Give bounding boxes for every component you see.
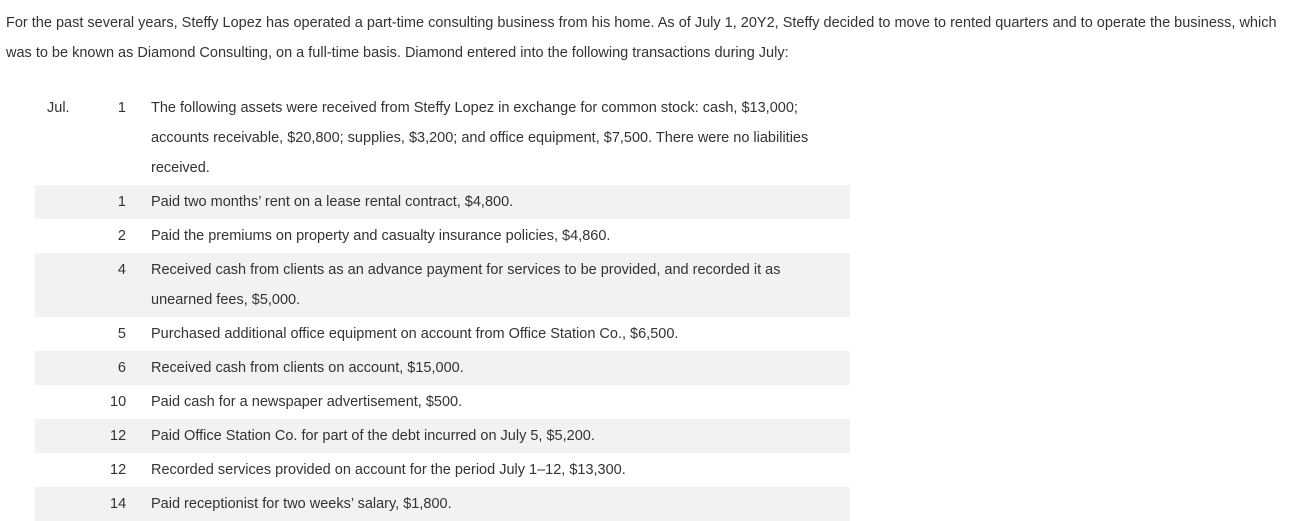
month-cell bbox=[35, 253, 110, 257]
transaction-day: 5 bbox=[117, 326, 126, 342]
transaction-day: 14 bbox=[110, 496, 127, 512]
month-cell bbox=[35, 453, 110, 457]
transaction-row bbox=[35, 219, 850, 253]
month-cell bbox=[35, 419, 110, 423]
transaction-description: Recorded services provided on account for the period July 1–12, $13,300. bbox=[151, 462, 626, 478]
transaction-description: Paid cash for a newspaper advertisement, $500. bbox=[151, 394, 463, 410]
transaction-description: Paid receptionist for two weeks’ salary, $1,800. bbox=[151, 496, 452, 512]
transaction-row bbox=[35, 453, 850, 487]
transactions-table bbox=[35, 91, 850, 521]
transaction-row bbox=[35, 91, 850, 185]
month-cell bbox=[35, 185, 110, 189]
transaction-row bbox=[35, 487, 850, 521]
transaction-description: Received cash from clients as an advance payment for services to be provided, and recorded it as unearned fees, $5,000. bbox=[151, 262, 781, 308]
transaction-description: Paid Office Station Co. for part of the debt incurred on July 5, $5,200. bbox=[151, 428, 595, 444]
month-cell bbox=[35, 219, 110, 223]
transaction-day: 4 bbox=[117, 262, 126, 278]
month-cell bbox=[35, 385, 110, 389]
transaction-day: 6 bbox=[117, 360, 126, 376]
transaction-row bbox=[35, 185, 850, 219]
transaction-day: 12 bbox=[110, 428, 127, 444]
transaction-description: Paid the premiums on property and casualty insurance policies, $4,860. bbox=[151, 228, 611, 244]
transaction-row bbox=[35, 419, 850, 453]
month-cell bbox=[35, 317, 110, 321]
transaction-day: 1 bbox=[117, 100, 126, 116]
transaction-description: Purchased additional office equipment on account from Office Station Co., $6,500. bbox=[151, 326, 679, 342]
month-cell bbox=[35, 351, 110, 355]
transaction-day: 10 bbox=[110, 394, 127, 410]
month-cell bbox=[35, 487, 110, 491]
transaction-row bbox=[35, 317, 850, 351]
transaction-row bbox=[35, 385, 850, 419]
transaction-day: 12 bbox=[110, 462, 127, 478]
transaction-row bbox=[35, 351, 850, 385]
transaction-row bbox=[35, 253, 850, 317]
transaction-description: The following assets were received from Steffy Lopez in exchange for common stock: cash, $13,000; accounts receivable, $20,800; supplies, $3,200; and office equipment, $7,500. There were no liabilities received. bbox=[151, 100, 809, 176]
intro-paragraph: For the past several years, Steffy Lopez has operated a part-time consulting business from his home. As of July 1, 20Y2, Steffy decided to move to rented quarters and to operate the business, which was to be known as Diamond Consulting, on a full-time basis. Diamond entered into the following transactions during July: bbox=[6, 15, 1277, 61]
transaction-description: Received cash from clients on account, $15,000. bbox=[151, 360, 464, 376]
transaction-description: Paid two months’ rent on a lease rental contract, $4,800. bbox=[151, 194, 514, 210]
month-label: Jul. bbox=[47, 100, 70, 116]
transaction-day: 2 bbox=[117, 228, 126, 244]
transaction-day: 1 bbox=[117, 194, 126, 210]
